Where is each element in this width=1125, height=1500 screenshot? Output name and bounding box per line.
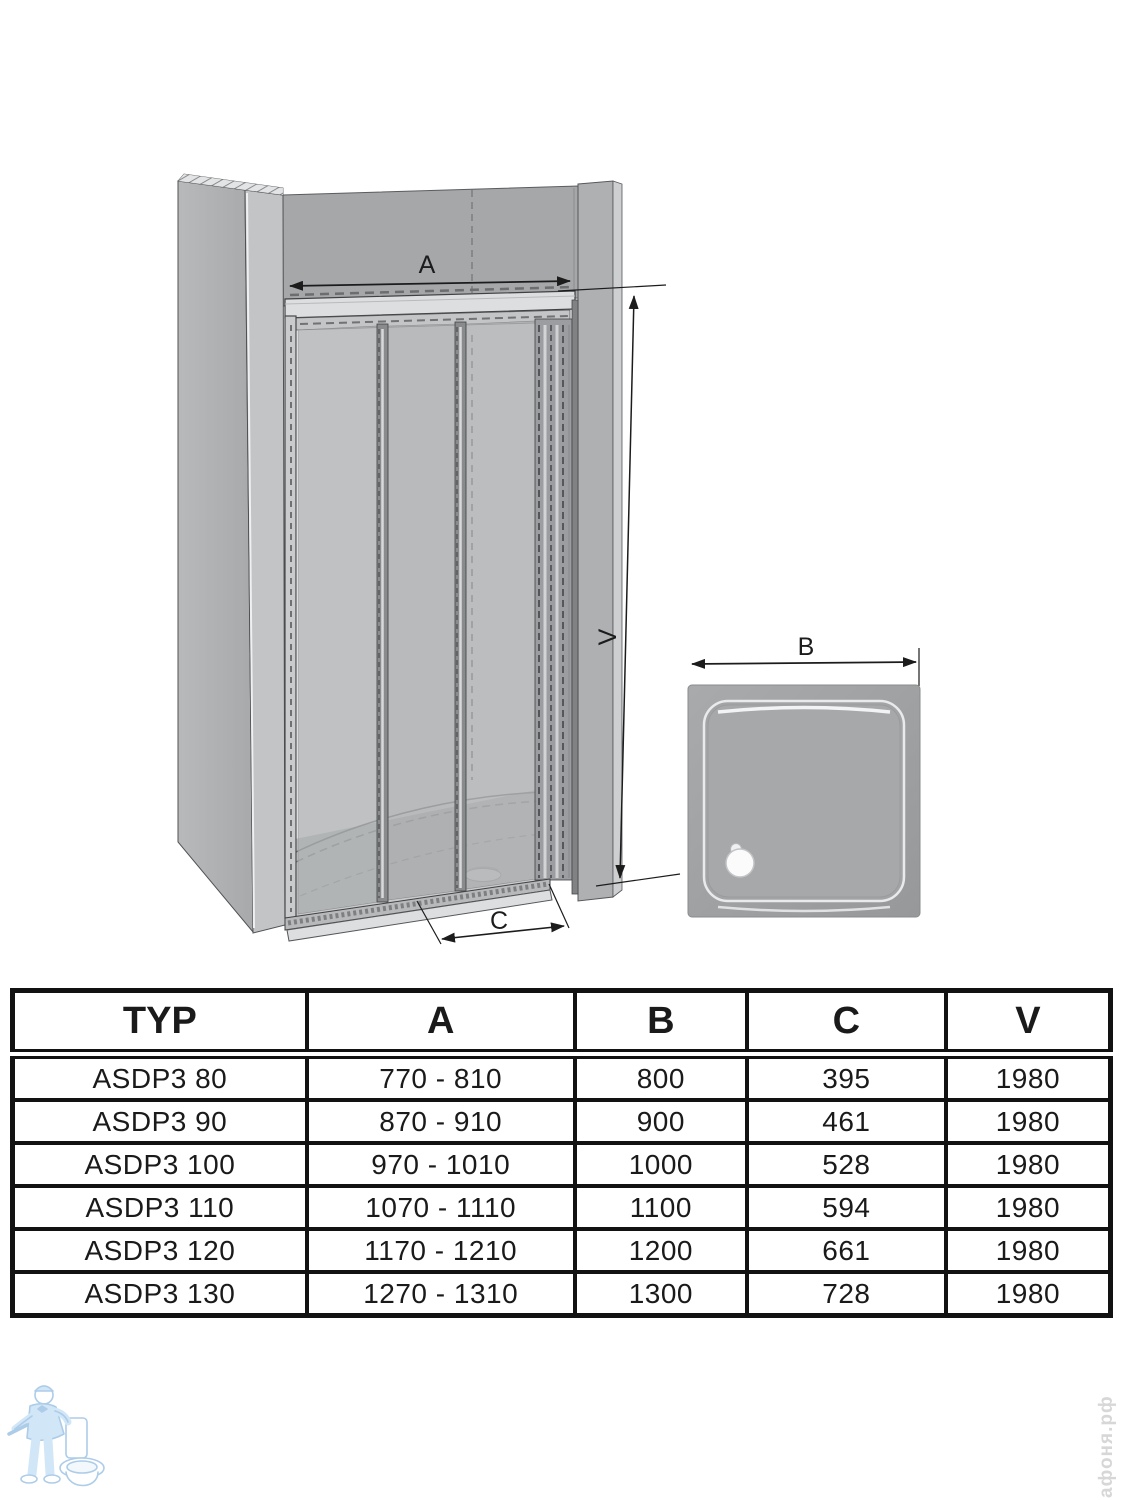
glass-panel-3 [466, 321, 536, 889]
cell-typ: ASDP3 80 [13, 1054, 307, 1100]
col-header-a: A [307, 991, 575, 1055]
cell-v: 1980 [946, 1143, 1111, 1186]
cell-c: 528 [747, 1143, 946, 1186]
cell-c: 661 [747, 1229, 946, 1272]
glass-panels [298, 321, 536, 914]
cell-b: 900 [575, 1100, 747, 1143]
table-row [13, 1229, 1111, 1272]
glass-panel-1 [298, 326, 378, 914]
cell-a: 1170 - 1210 [307, 1229, 575, 1272]
cell-v: 1980 [946, 1186, 1111, 1229]
table-row [13, 1143, 1111, 1186]
col-header-c: C [747, 991, 946, 1055]
glass-panel-2 [388, 324, 456, 900]
col-header-b: B [575, 991, 747, 1055]
col-header-typ: TYP [13, 991, 307, 1055]
cell-typ: ASDP3 100 [13, 1143, 307, 1186]
table-header-row [13, 991, 1111, 1055]
cell-typ: ASDP3 110 [13, 1186, 307, 1229]
door-mullion-1 [377, 324, 388, 902]
dimension-label-b: B [797, 633, 815, 661]
cell-b: 800 [575, 1054, 747, 1100]
cell-b: 1100 [575, 1186, 747, 1229]
table-row [13, 1186, 1111, 1229]
cell-v: 1980 [946, 1272, 1111, 1316]
plumber-watermark-icon [6, 1378, 118, 1500]
left-wall [178, 174, 285, 933]
cell-v: 1980 [946, 1100, 1111, 1143]
cell-typ: ASDP3 120 [13, 1229, 307, 1272]
col-header-v: V [946, 991, 1111, 1055]
cell-c: 728 [747, 1272, 946, 1316]
drain-icon [726, 849, 754, 877]
cell-b: 1300 [575, 1272, 747, 1316]
cell-v: 1980 [946, 1054, 1111, 1100]
dimension-label-c: C [489, 907, 509, 935]
tray-body [688, 685, 920, 917]
cell-b: 1000 [575, 1143, 747, 1186]
cell-a: 770 - 810 [307, 1054, 575, 1100]
cell-a: 1270 - 1310 [307, 1272, 575, 1316]
dimension-label-v: V [594, 628, 622, 646]
dimensions-table [10, 988, 1113, 1318]
cell-typ: ASDP3 90 [13, 1100, 307, 1143]
cell-c: 461 [747, 1100, 946, 1143]
cell-typ: ASDP3 130 [13, 1272, 307, 1316]
plumber-figure [9, 1386, 68, 1483]
shower-tray-top-view [660, 618, 950, 928]
dimension-b [692, 633, 919, 686]
cell-a: 970 - 1010 [307, 1143, 575, 1186]
site-watermark-text: афоня.рф [1096, 1395, 1117, 1498]
table-row [13, 1272, 1111, 1316]
toilet-icon [60, 1418, 104, 1486]
stacked-panels [535, 300, 578, 894]
cell-b: 1200 [575, 1229, 747, 1272]
left-frame-profile [285, 316, 296, 918]
cell-a: 870 - 910 [307, 1100, 575, 1143]
cell-c: 395 [747, 1054, 946, 1100]
cell-a: 1070 - 1110 [307, 1186, 575, 1229]
table-row [13, 1054, 1111, 1100]
cell-v: 1980 [946, 1229, 1111, 1272]
table-row [13, 1100, 1111, 1143]
dimension-label-a: A [418, 251, 436, 279]
door-mullion-2 [455, 322, 466, 891]
cell-c: 594 [747, 1186, 946, 1229]
shower-door-3d-diagram [150, 140, 710, 980]
